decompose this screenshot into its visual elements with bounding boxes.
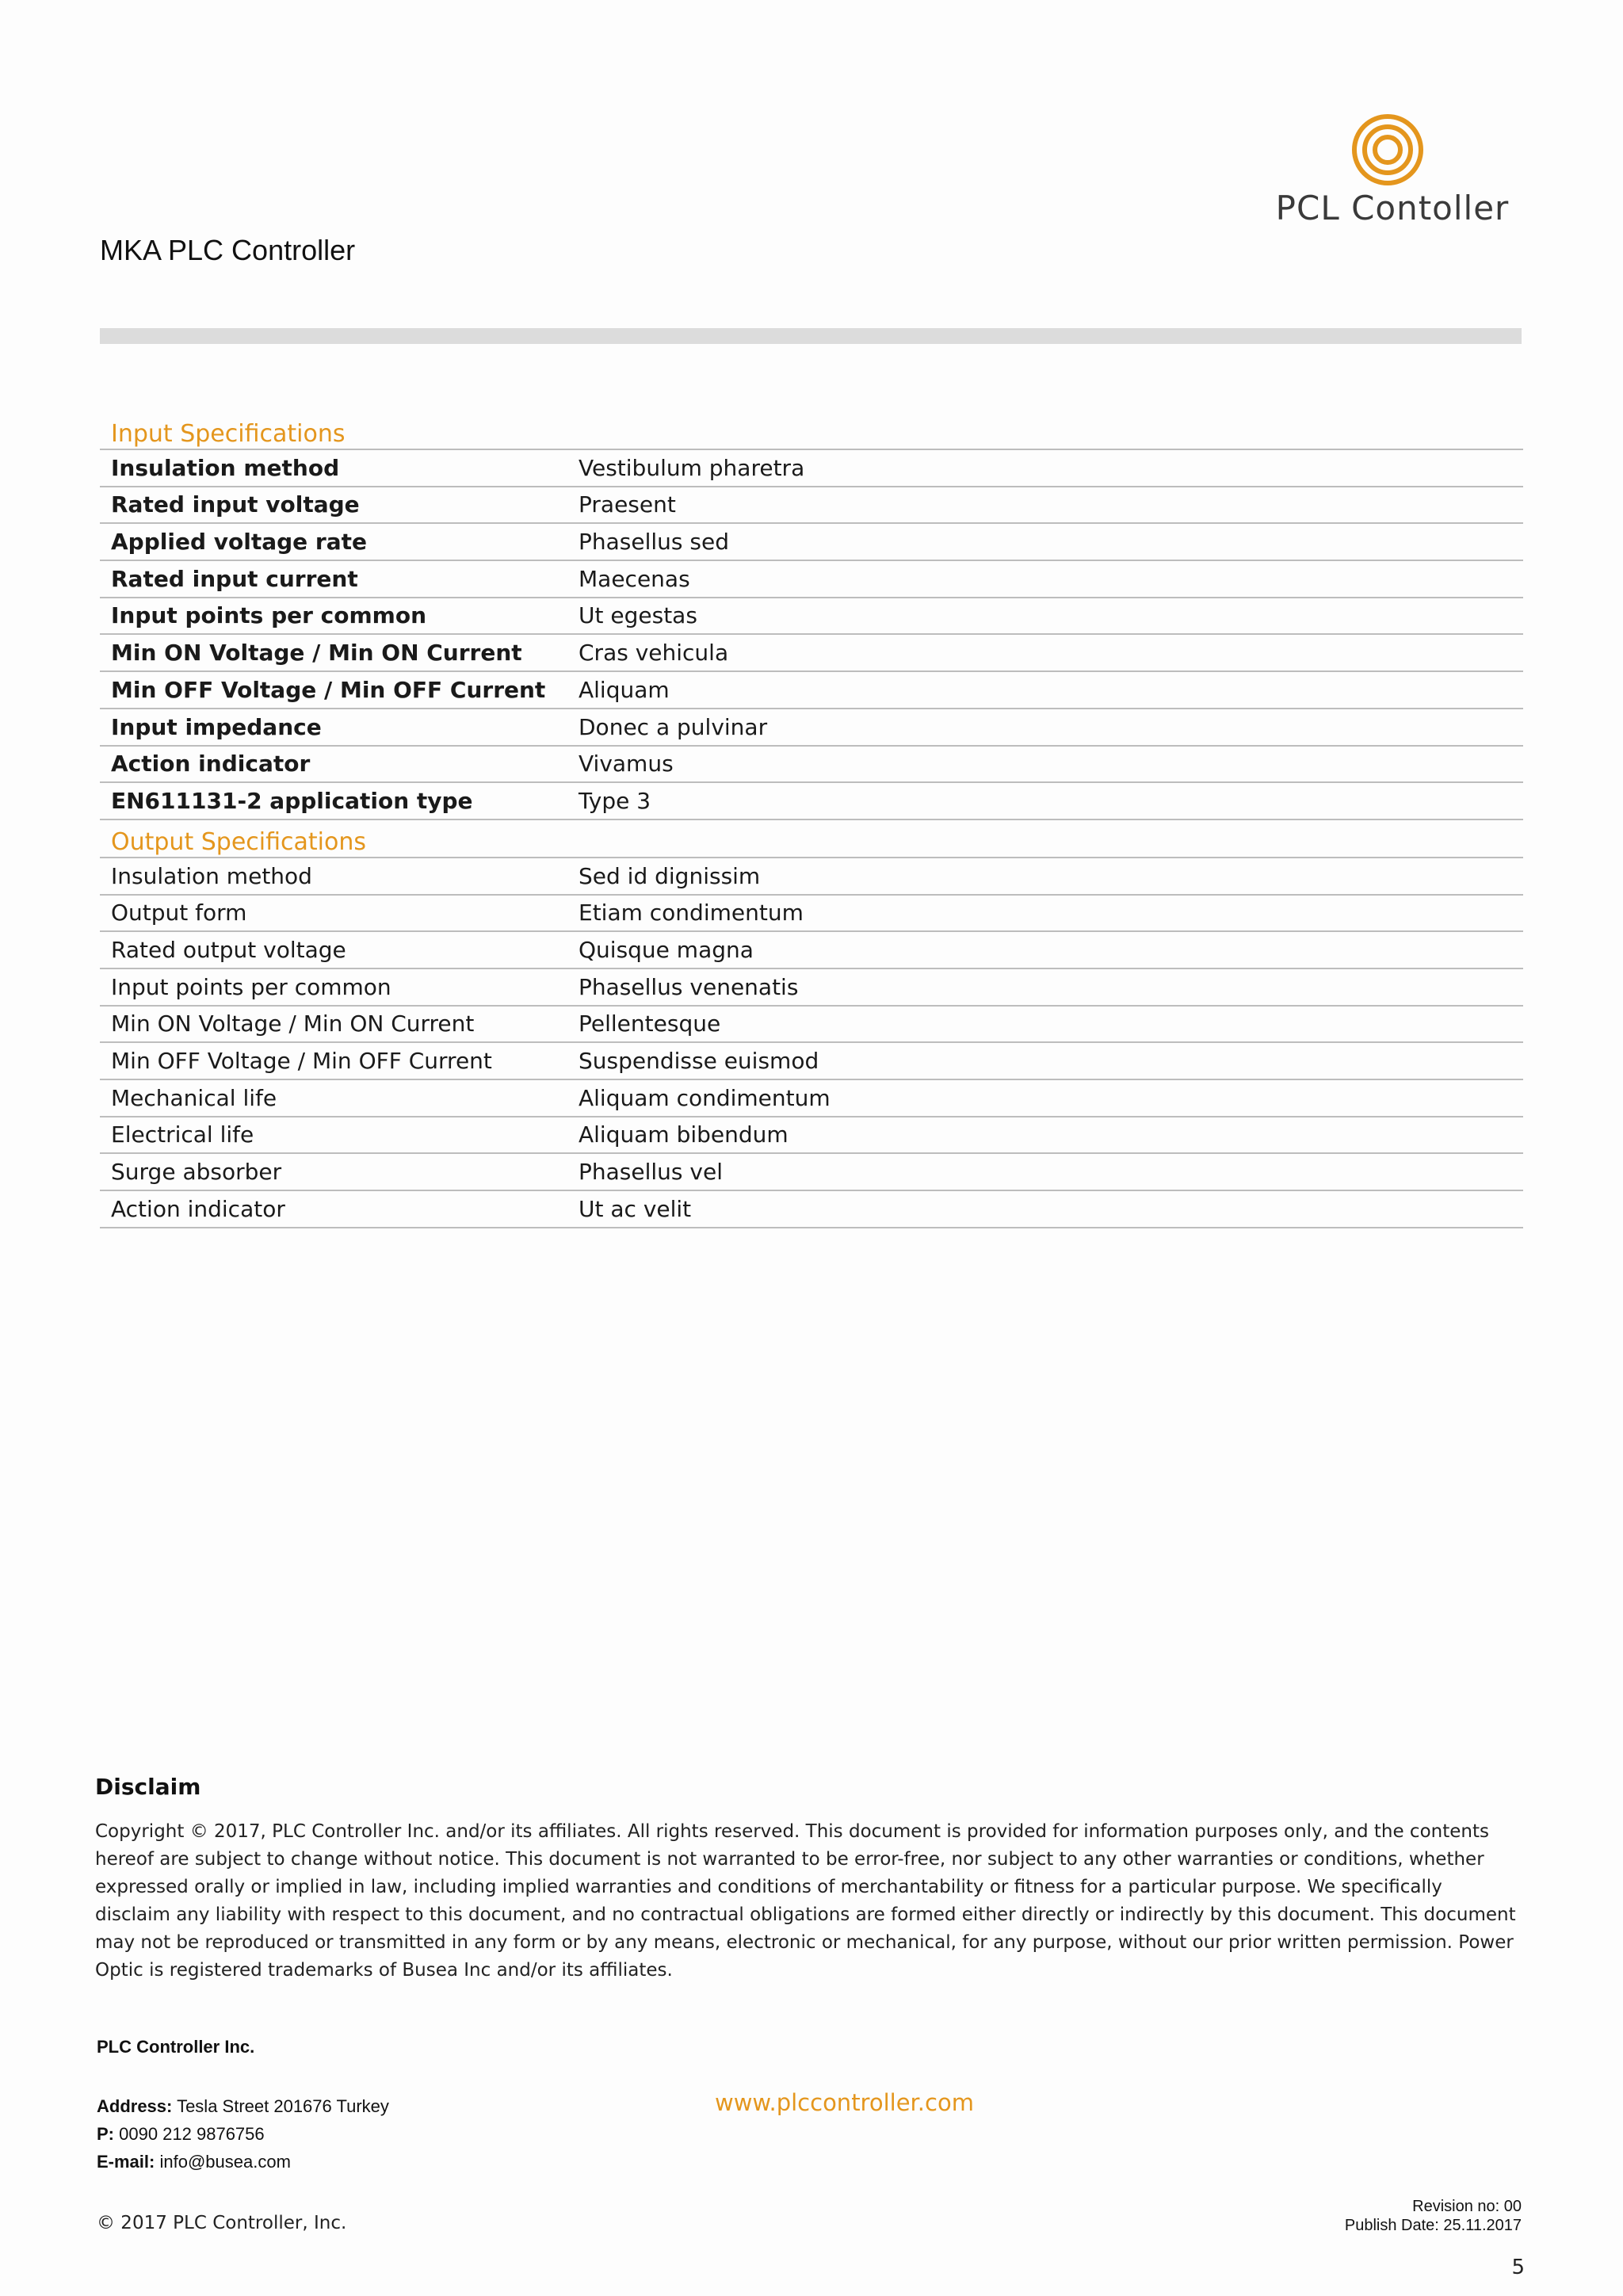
spec-row [100,561,1523,598]
spec-label: Rated input current [111,565,358,592]
spec-value: Donec a pulvinar [579,713,768,740]
disclaimer-heading: Disclaim [95,1774,201,1800]
specifications-table [100,412,1523,1228]
company-name: PLC Controller Inc. [97,2037,255,2057]
spec-label: Insulation method [111,454,340,481]
address-line [97,2092,389,2120]
revision-number: Revision no: 00 [1412,2198,1522,2215]
spec-row [100,783,1523,820]
output-specifications-heading: Output Specifications [100,820,1523,858]
phone-line [97,2120,389,2148]
spec-value: Maecenas [579,565,690,592]
spec-row [100,524,1523,561]
spec-row [100,1154,1523,1191]
page-number: 5 [1511,2256,1525,2279]
spec-row [100,450,1523,487]
spec-value: Aliquam bibendum [579,1121,789,1148]
spec-label: Rated input voltage [111,491,360,518]
phone-value: 0090 212 9876756 [114,2124,265,2144]
email-line [97,2148,389,2176]
address-value: Tesla Street 201676 Turkey [172,2096,389,2116]
spec-label: Min OFF Voltage / Min OFF Current [111,1048,492,1074]
spec-value: Cras vehicula [579,640,729,667]
spec-row [100,896,1523,933]
document-title: MKA PLC Controller [100,234,356,266]
contact-block [97,2092,389,2176]
publish-date: Publish Date: 25.11.2017 [1344,2217,1522,2234]
email-label: E-mail: [97,2152,155,2172]
spec-value: Aliquam condimentum [579,1084,831,1111]
spec-row [100,1043,1523,1080]
spec-label: Applied voltage rate [111,529,367,556]
disclaimer-text: Copyright © 2017, PLC Controller Inc. and/or its affiliates. All rights reserved. This document is provided for information purposes only, and the contents hereof are subject to change without notice. This document is not warranted to be error-free, nor subject to any other warranties or conditions, whether expressed orally or implied in law, including implied warranties and conditions of merchantability or fitness for a particular purpose. We specifically disclaim any liability with respect to this document, and no contractual obligations are formed either directly or indirectly by this document. This document may not be reproduced or transmitted in any form or by any means, electronic or mechanical, for any purpose, without our prior written permission. Power Optic is registered trademarks of Busea Inc and/or its affiliates. [95,1821,1516,1981]
spec-value: Sed id dignissim [579,862,761,889]
spec-value: Quisque magna [579,936,754,963]
spec-value: Aliquam [579,676,670,703]
spec-label: Min ON Voltage / Min ON Current [111,640,522,667]
spec-value: Pellentesque [579,1010,721,1037]
spec-value: Ut ac velit [579,1195,692,1222]
spec-label: Electrical life [111,1121,254,1148]
company-logo [1265,113,1520,238]
spec-label: Output form [111,900,247,926]
footer-copyright: © 2017 PLC Controller, Inc. [97,2213,347,2233]
spec-value: Type 3 [579,787,651,814]
spec-row [100,635,1523,672]
spec-row [100,598,1523,636]
spec-row [100,969,1523,1007]
input-specifications-heading: Input Specifications [100,412,1523,450]
logo-text: PCL Contoller [1275,189,1510,227]
spec-label: Action indicator [111,751,311,777]
spec-row [100,858,1523,896]
spec-row [100,709,1523,747]
output-specifications-rows [100,858,1523,1228]
spec-row [100,487,1523,525]
spec-value: Vivamus [579,751,674,777]
revision-info [1345,2197,1522,2235]
spec-label: Min OFF Voltage / Min OFF Current [111,676,546,703]
spec-label: Insulation method [111,862,312,889]
spec-row [100,932,1523,969]
spec-label: Action indicator [111,1195,285,1222]
spec-value: Phasellus venenatis [579,973,799,1000]
spec-label: Min ON Voltage / Min ON Current [111,1010,475,1037]
phone-label: P: [97,2124,114,2144]
input-specifications-rows [100,450,1523,820]
spec-label: Input points per common [111,602,427,629]
header-divider [100,328,1522,344]
spec-label: Mechanical life [111,1084,277,1111]
spec-value: Ut egestas [579,602,697,629]
spec-label: Input impedance [111,713,322,740]
website-link[interactable]: www.plccontroller.com [715,2089,974,2116]
spec-value: Praesent [579,491,676,518]
spec-row [100,1080,1523,1117]
spec-value: Etiam condimentum [579,900,804,926]
address-label: Address: [97,2096,173,2116]
spec-value: Phasellus sed [579,529,729,556]
concentric-rings-icon [1350,113,1425,187]
spec-row [100,1007,1523,1044]
spec-row [100,1191,1523,1228]
spec-row [100,1117,1523,1155]
spec-label: Input points per common [111,973,391,1000]
spec-value: Phasellus vel [579,1159,723,1186]
spec-label: Surge absorber [111,1159,282,1186]
spec-label: Rated output voltage [111,936,346,963]
email-value[interactable]: info@busea.com [155,2152,291,2172]
spec-row [100,747,1523,784]
spec-value: Suspendisse euismod [579,1048,819,1074]
spec-label: EN611131-2 application type [111,787,473,814]
spec-row [100,672,1523,709]
spec-value: Vestibulum pharetra [579,454,805,481]
